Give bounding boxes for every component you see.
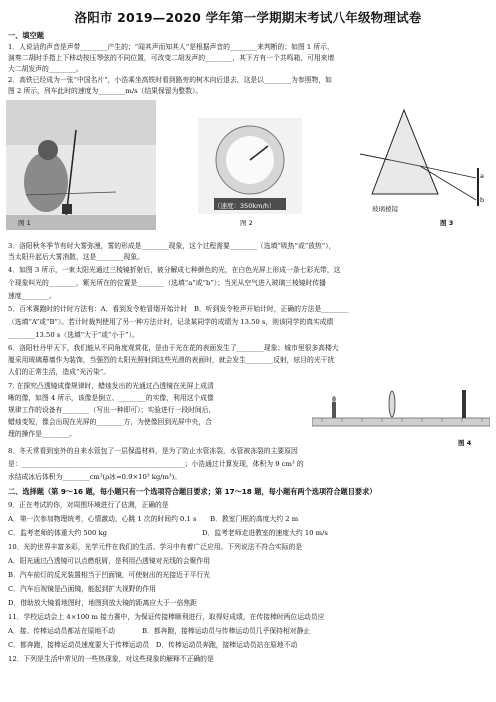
q2-line-1: 2．高铁已经成为一张“中国名片”，小浩乘坐高铁时看到路旁的树木向后退去，这是以________为参照物，如 [8,76,332,84]
q7-line-1: 7. 在探究凸透镜成像规律时，蜡烛发出的光通过凸透镜在光屏上成清 [8,382,214,390]
figure-3-label-a: a [480,172,484,180]
figure-3-caption: 图 3 [440,219,454,227]
q2-line-2: 图 2 所示，列车此时的速度为________m/s（结果保留为整数）。 [8,87,203,95]
figure-4-caption: 图 4 [458,439,472,447]
q1-line-2: 演奏二胡时手指上下移动按压琴弦的不同位置，可改变二胡发声的________，其下方有一个共鸣箱，可用来增 [8,54,335,62]
q5-line-2: （选填“A”或“B”）。若计时裁判使用了另一种方法计时，记录某同学的成绩为 13.50 s，则该同学的真实成绩 [8,318,334,326]
q1-line-3: 大二胡发声的________。 [8,65,83,73]
q1-line-1: 1．人说话的声音是声带________产生的；“闻其声而知其人”是根据声音的________来判断的；如图 1 所示， [8,43,334,51]
q6-line-3: 人们的正常生活，造成“光污染”。 [8,368,111,376]
section-fill-blank-heading: 一、填空题 [8,31,44,40]
q4-line-2: 个现象叫光的________，紫光所在的位置是________（选填“a”或“b”）；当光从空气进入玻璃三棱镜时传播 [8,279,326,287]
q11-stem: 11．学校运动会上 4×100 m 接力赛中，为保证传接棒顺利进行，取得好成绩，在传接棒时两位运动员应 [8,613,325,621]
q6-line-2: 厦采用玻璃幕墙作为装饰，当强烈的太阳光照射到这些光滑的表面时，就会发生________反射，炫目的光干扰 [8,356,335,364]
figure-1-erhu-photo [6,100,156,230]
figure-2-speed-text: （速度：350km/h） [214,202,276,210]
figure-3-label-b: b [480,196,485,204]
q10-option-d: D．借助放大镜看地图时，地图到放大镜的距离应大于一倍焦距 [8,599,197,607]
page-title: 洛阳市 2019—2020 学年第一学期期末考试八年级物理试卷 [74,10,422,25]
q4-line-3: 速度________。 [8,292,56,300]
q7-line-4: 蜡烛变短，像会出现在光屏的________方，为使像回到光屏中央，合 [8,418,212,426]
q12-stem: 12．下列是生活中常见的一些热现象，对这些现象的解释不正确的是 [8,655,214,663]
q7-line-5: 理的操作是________。 [8,430,76,438]
figure-3-prism-label: 玻璃棱镜 [372,205,398,213]
q9-options-cd: C．监考老师的体重大约 500 kg D．监考老师走进教室的速度大约 10 m/s [8,529,328,537]
q3-line-2: 当太阳升起后大雾消散，这是________现象。 [8,253,144,261]
q9-options-ab: A．第一次参加物理统考，心情激动，心跳 1 次的时间约 0.1 s B．教室门框的高度大约 2 m [8,515,299,523]
figure-1-caption: 图 1 [18,219,31,227]
q10-option-a: A．阳光通过凸透镜可以点燃纸屑，是利用凸透镜对光线的会聚作用 [8,557,211,565]
q7-line-3: 规律工作的设备有________（写出一种即可）；实验进行一段时间后， [8,406,216,414]
q11-options-cd: C．都奔跑，接棒运动员速度要大于传棒运动员 D．传棒运动员奔跑，接棒运动员站在原地不动 [8,641,298,649]
q10-option-b: B．汽车前灯的反光装置相当于凹面镜，可使射出的光接近于平行光 [8,571,211,579]
q3-line-1: 3．洛阳秋冬季节有时大雾弥漫，雾的形成是________现象，这个过程需要________（选填“吸热”或“放热”）， [8,242,336,250]
q6-line-1: 6．洛阳牡丹甲天下，我们能从不同角度观赏花，是由于光在花的表面发生了________现象；城市里很多高楼大 [8,344,339,352]
q8-line-3: 水结成冰后体积为________cm³(ρ冰=0.9×10³ kg/m³)。 [8,473,182,481]
figure-2-caption: 图 2 [240,219,253,227]
q4-line-1: 4．如图 3 所示，一束太阳光通过三棱镜折射后，被分解成七种颜色的光，在白色光屏上形成一条七彩光带，这 [8,266,341,274]
section-choice-heading: 二、选择题（第 9～16 题，每小题只有一个选项符合题目要求；第 17～18 题，每小题有两个选项符合题目要求） [8,487,377,496]
q11-options-ab: A．接、传棒运动员都站在原地不动 B．都奔跑，接棒运动员与传棒运动员几乎保持相对静止 [8,627,311,635]
q8-line-1: 8．冬天常看到室外的自来水管包了一层保温材料，是为了防止水管冻裂，水管被冻裂的主要原因 [8,447,298,455]
q10-option-c: C．汽车后视镜是凸面镜，能起到扩大视野的作用 [8,585,156,593]
q5-line-3: ________13.50 s（选填“大于”或“小于”）。 [8,331,139,339]
q5-line-1: 5．百米赛跑时的计时方法有：A．看到发令枪冒烟开始计时 B．听到发令枪声开始计时，正确的方法是________ [8,305,349,313]
q10-stem: 10．光的世界丰富多彩，光学元件在我们的生活、学习中有着广泛应用。下列说法不符合实际的是 [8,543,303,551]
q8-line-2: 是：________________________________________________；小浩通过计算发现，体积为 9 cm³ 的 [8,460,304,468]
q7-line-2: 晰的像，如图 4 所示，该像是倒立、________的实像，利用这个成像 [8,394,214,402]
q9-stem: 9．正在考试的你，对周围环境进行了估测，正确的是 [8,501,169,509]
figure-2-train-speed [198,118,302,214]
figure-4-optical-bench [312,384,490,434]
